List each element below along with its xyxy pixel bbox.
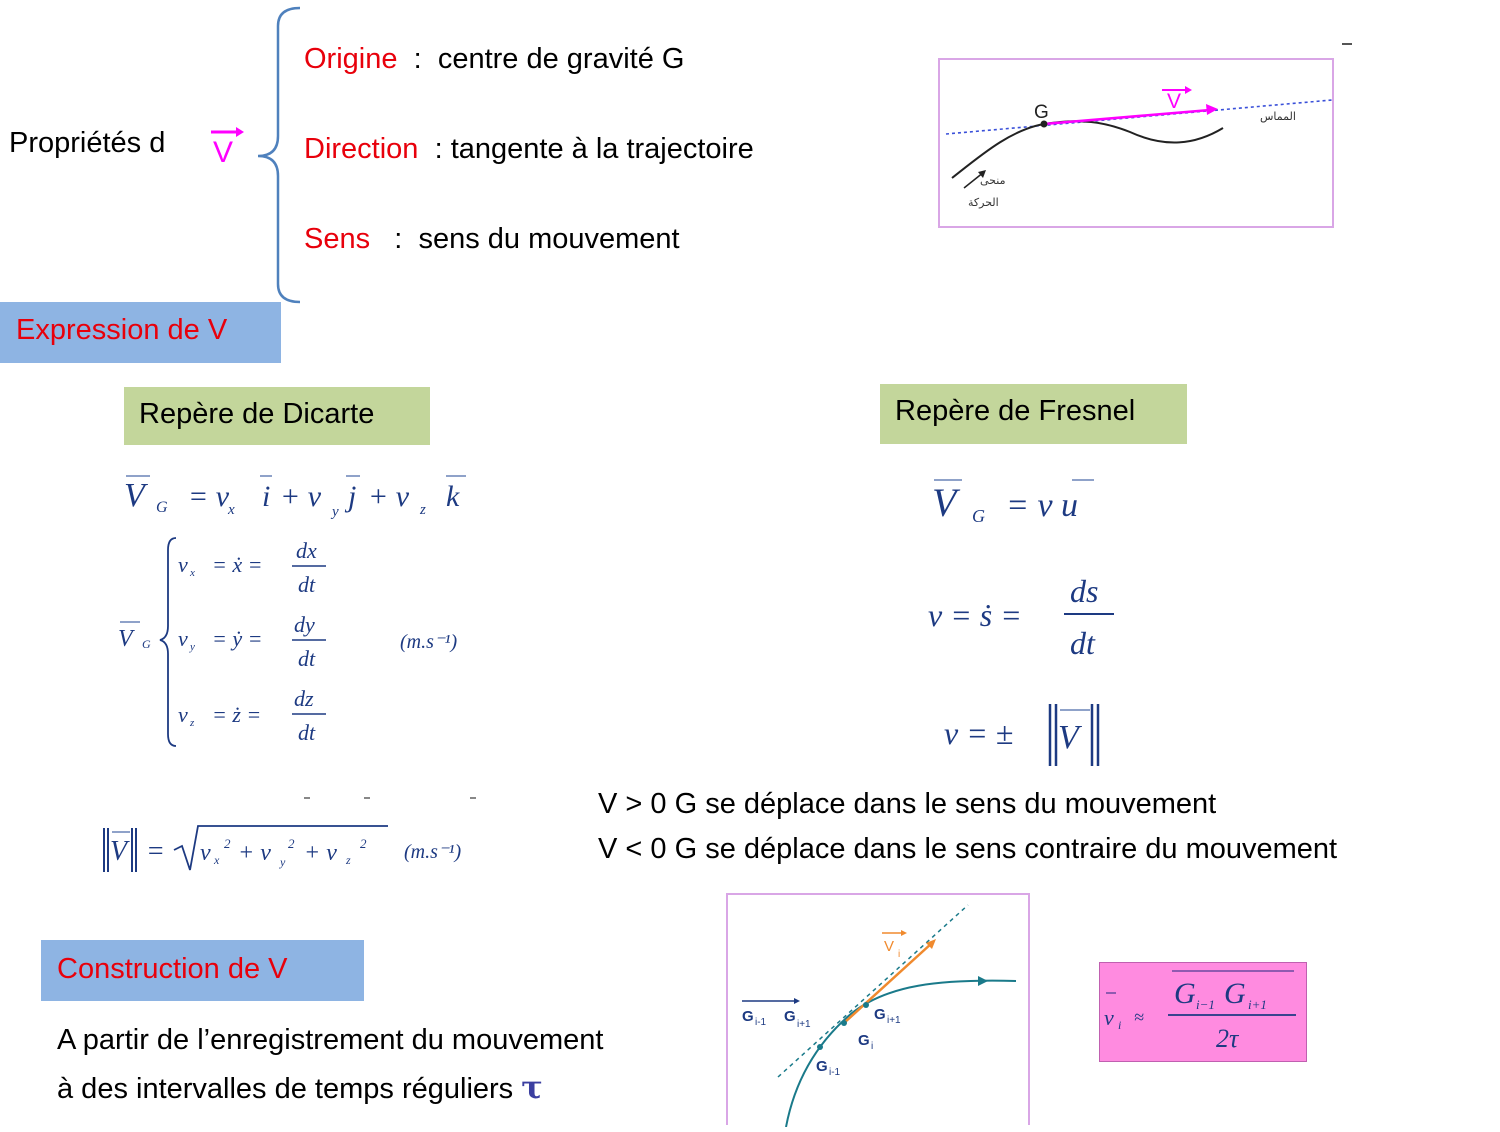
section-expression: Expression de V xyxy=(0,302,281,363)
tangent-figure xyxy=(938,58,1334,228)
svg-text:j: j xyxy=(348,480,357,513)
svg-text:i+1: i+1 xyxy=(797,1019,811,1030)
svg-text:G: G xyxy=(1034,102,1049,123)
svg-text:V: V xyxy=(932,480,957,525)
svg-text:k: k xyxy=(446,480,460,513)
svg-text:= ż =: = ż = xyxy=(212,702,262,727)
svg-text:G: G xyxy=(972,506,985,526)
svg-text:dt: dt xyxy=(298,720,316,745)
svg-text:G: G xyxy=(1174,977,1196,1010)
svg-text:i: i xyxy=(1118,1018,1122,1032)
svg-text:+ v: + v xyxy=(304,840,337,866)
svg-text:V: V xyxy=(213,136,234,166)
svg-text:v = ±: v = ± xyxy=(944,715,1014,751)
sign-rule-positive: V > 0 G se déplace dans le sens du mouvement xyxy=(598,788,1217,820)
fresnel-ds-formula xyxy=(924,570,1124,669)
construction-line-2: à des intervalles de temps réguliers τ xyxy=(57,1068,543,1106)
svg-text:x: x xyxy=(228,502,235,518)
svg-text:+ v: + v xyxy=(280,480,322,513)
svg-text:G: G xyxy=(816,1058,828,1075)
svg-text:dt: dt xyxy=(298,646,316,671)
svg-text:v: v xyxy=(178,702,188,727)
small-dash-mark xyxy=(1342,43,1352,45)
construction-line-1: A partir de l’enregistrement du mouvement xyxy=(57,1024,604,1056)
svg-text:+ v: + v xyxy=(368,480,410,513)
svg-text:2: 2 xyxy=(224,836,231,851)
svg-text:V: V xyxy=(124,477,145,514)
fresnel-norm-formula xyxy=(940,698,1120,779)
svg-text:z: z xyxy=(346,853,351,867)
svg-text:منحى: منحى xyxy=(980,174,1006,187)
svg-text:(m.s⁻¹): (m.s⁻¹) xyxy=(400,631,458,653)
svg-text:2τ: 2τ xyxy=(1216,1024,1239,1053)
svg-text:y: y xyxy=(280,855,286,869)
svg-text:dx: dx xyxy=(296,538,317,563)
svg-text:i+1: i+1 xyxy=(887,1015,901,1026)
svg-text:i+1: i+1 xyxy=(1248,997,1267,1012)
svg-text:=: = xyxy=(146,836,165,867)
svg-text:z: z xyxy=(190,717,195,729)
svg-text:G: G xyxy=(784,1008,796,1025)
svg-text:+ v: + v xyxy=(238,840,271,866)
svg-text:2: 2 xyxy=(288,836,295,851)
svg-text:= v u: = v u xyxy=(1006,487,1079,524)
svg-text:x: x xyxy=(190,567,195,579)
svg-text:2: 2 xyxy=(360,836,367,851)
property-direction: Direction : tangente à la trajectoire xyxy=(304,133,754,165)
svg-text:= v: = v xyxy=(188,480,230,513)
svg-text:≈: ≈ xyxy=(1134,1007,1144,1027)
proprietes-label: Propriétés d xyxy=(9,127,166,159)
svg-text:ds: ds xyxy=(1070,573,1099,609)
svg-text:الحركة: الحركة xyxy=(968,196,999,209)
svg-text:i: i xyxy=(871,1041,874,1052)
property-sens: Sens : sens du mouvement xyxy=(304,223,680,255)
construction-figure xyxy=(726,893,1030,1125)
svg-text:v = ṡ =: v = ṡ = xyxy=(928,597,1022,633)
svg-text:dy: dy xyxy=(294,612,315,637)
svg-text:i−1: i−1 xyxy=(1196,997,1215,1012)
svg-text:i: i xyxy=(898,949,901,960)
property-origine: Origine : centre de gravité G xyxy=(304,43,685,75)
svg-text:V: V xyxy=(118,626,133,652)
svg-text:G: G xyxy=(858,1032,870,1049)
svg-text:y: y xyxy=(332,504,339,520)
sign-rule-negative: V < 0 G se déplace dans le sens contraire du mouvement xyxy=(598,833,1338,865)
svg-text:v: v xyxy=(1104,1005,1114,1030)
dicarte-components-formula xyxy=(112,534,492,755)
dicarte-vg-formula xyxy=(120,466,480,531)
svg-text:v: v xyxy=(178,626,188,651)
svg-text:i-1: i-1 xyxy=(755,1017,767,1028)
curly-brace xyxy=(250,4,310,311)
dicarte-norm-formula xyxy=(98,790,508,885)
svg-text:= ẋ =: = ẋ = xyxy=(212,552,263,577)
repere-fresnel: Repère de Fresnel xyxy=(880,384,1187,444)
repere-dicarte: Repère de Dicarte xyxy=(124,387,430,445)
svg-text:(m.s⁻¹): (m.s⁻¹) xyxy=(404,841,462,863)
svg-text:V: V xyxy=(1058,719,1079,756)
svg-text:= ẏ =: = ẏ = xyxy=(212,626,263,651)
svg-text:y: y xyxy=(190,641,195,653)
svg-text:G: G xyxy=(742,1008,754,1025)
svg-text:v: v xyxy=(200,840,211,866)
vector-v-symbol xyxy=(208,124,248,164)
svg-text:V: V xyxy=(110,836,128,867)
svg-text:i: i xyxy=(262,480,271,513)
fresnel-vg-formula xyxy=(928,472,1128,537)
tau-symbol: τ xyxy=(521,1068,543,1106)
svg-text:G: G xyxy=(142,637,151,651)
svg-text:x: x xyxy=(214,853,220,867)
svg-text:V: V xyxy=(884,938,895,955)
svg-text:v: v xyxy=(178,552,188,577)
svg-text:G: G xyxy=(156,499,168,516)
svg-text:dt: dt xyxy=(298,572,316,597)
svg-text:i-1: i-1 xyxy=(829,1067,841,1078)
svg-text:V: V xyxy=(1167,90,1182,113)
svg-text:المماس: المماس xyxy=(1260,110,1296,123)
svg-text:G: G xyxy=(874,1006,886,1023)
svg-text:z: z xyxy=(420,502,426,518)
svg-text:dz: dz xyxy=(294,686,314,711)
svg-text:G: G xyxy=(1224,977,1246,1010)
velocity-approx-formula xyxy=(1099,962,1307,1062)
section-construction: Construction de V xyxy=(41,940,364,1001)
svg-text:dt: dt xyxy=(1070,625,1095,661)
